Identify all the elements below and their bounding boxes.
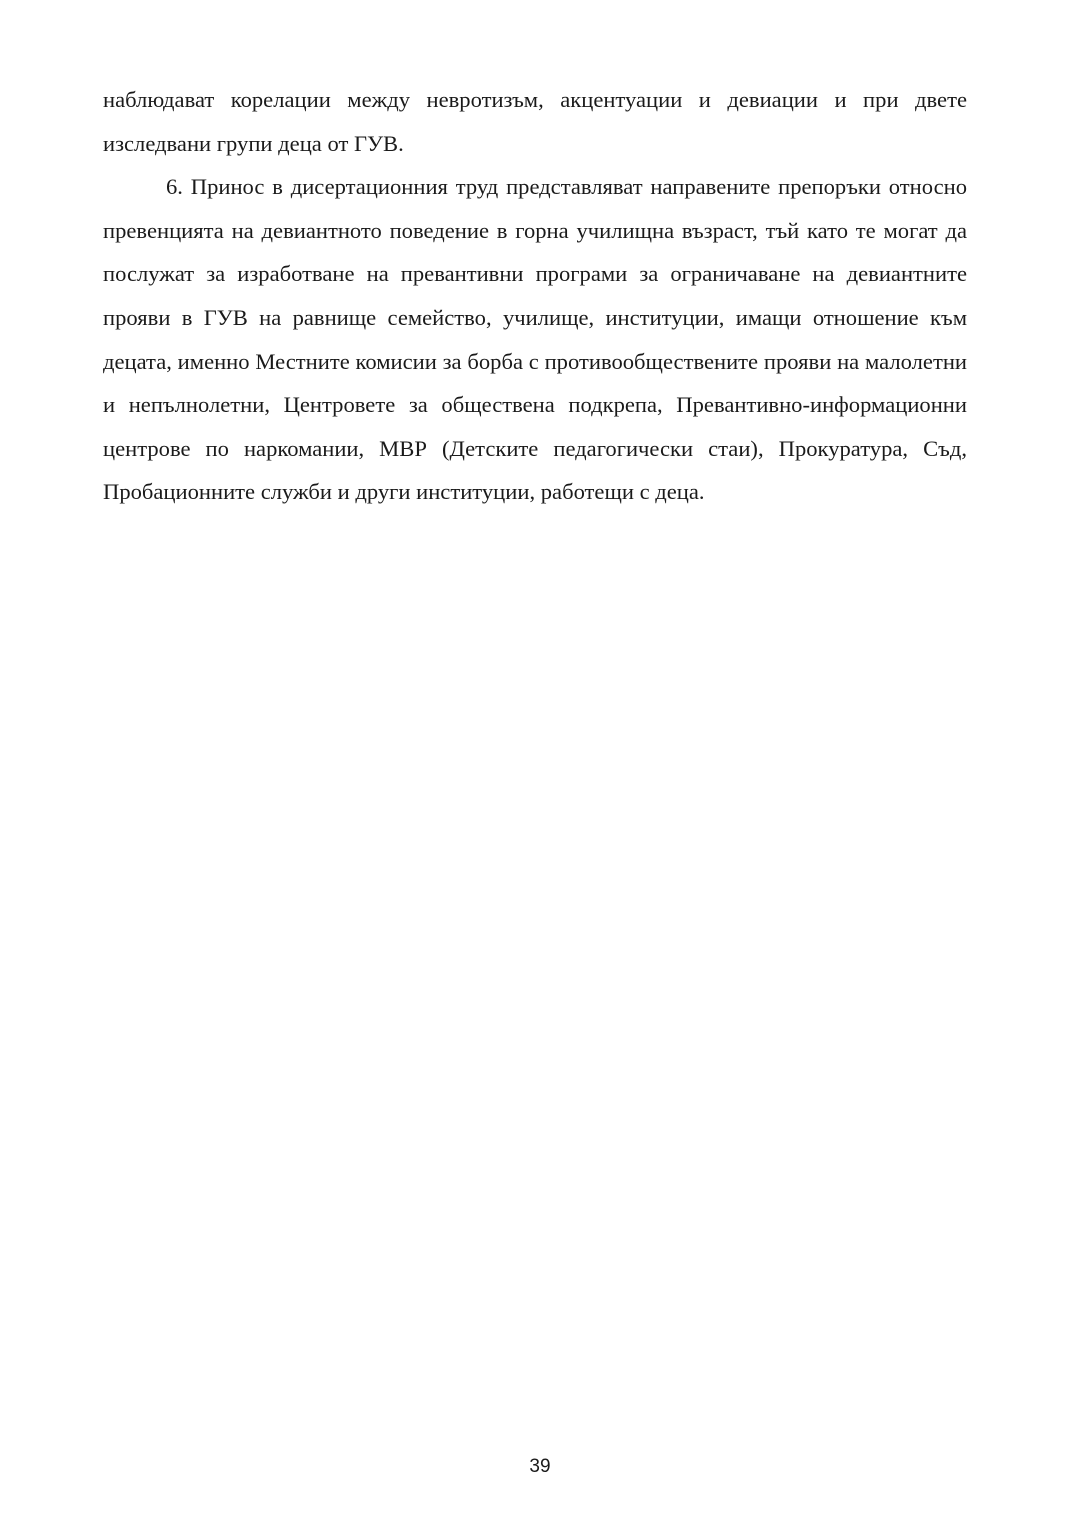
- page-number: 39: [529, 1456, 551, 1477]
- paragraph-contribution-6: 6. Принос в дисертационния труд представляват направените препоръки относно превенцията на девиантното поведение в горна училищна възраст, тъй като те могат да послужат за изработване на превантивни програми за ограничаване на девиантните прояви в ГУВ на равнище семейство, училище, институции, имащи отношение към децата, именно Местните комисии за борба с противообществените прояви на малолетни и непълнолетни, Центровете за обществена подкрепа, Превантивно-информационни центрове по наркомании, МВР (Детските педагогически стаи), Прокуратура, Съд, Пробационните служби и други институции, работещи с деца.: [103, 174, 967, 505]
- body-text: [103, 78, 967, 514]
- paragraph-continuation: наблюдават корелации между невротизъм, акцентуации и девиации и при двете изследвани групи деца от ГУВ.: [103, 87, 967, 156]
